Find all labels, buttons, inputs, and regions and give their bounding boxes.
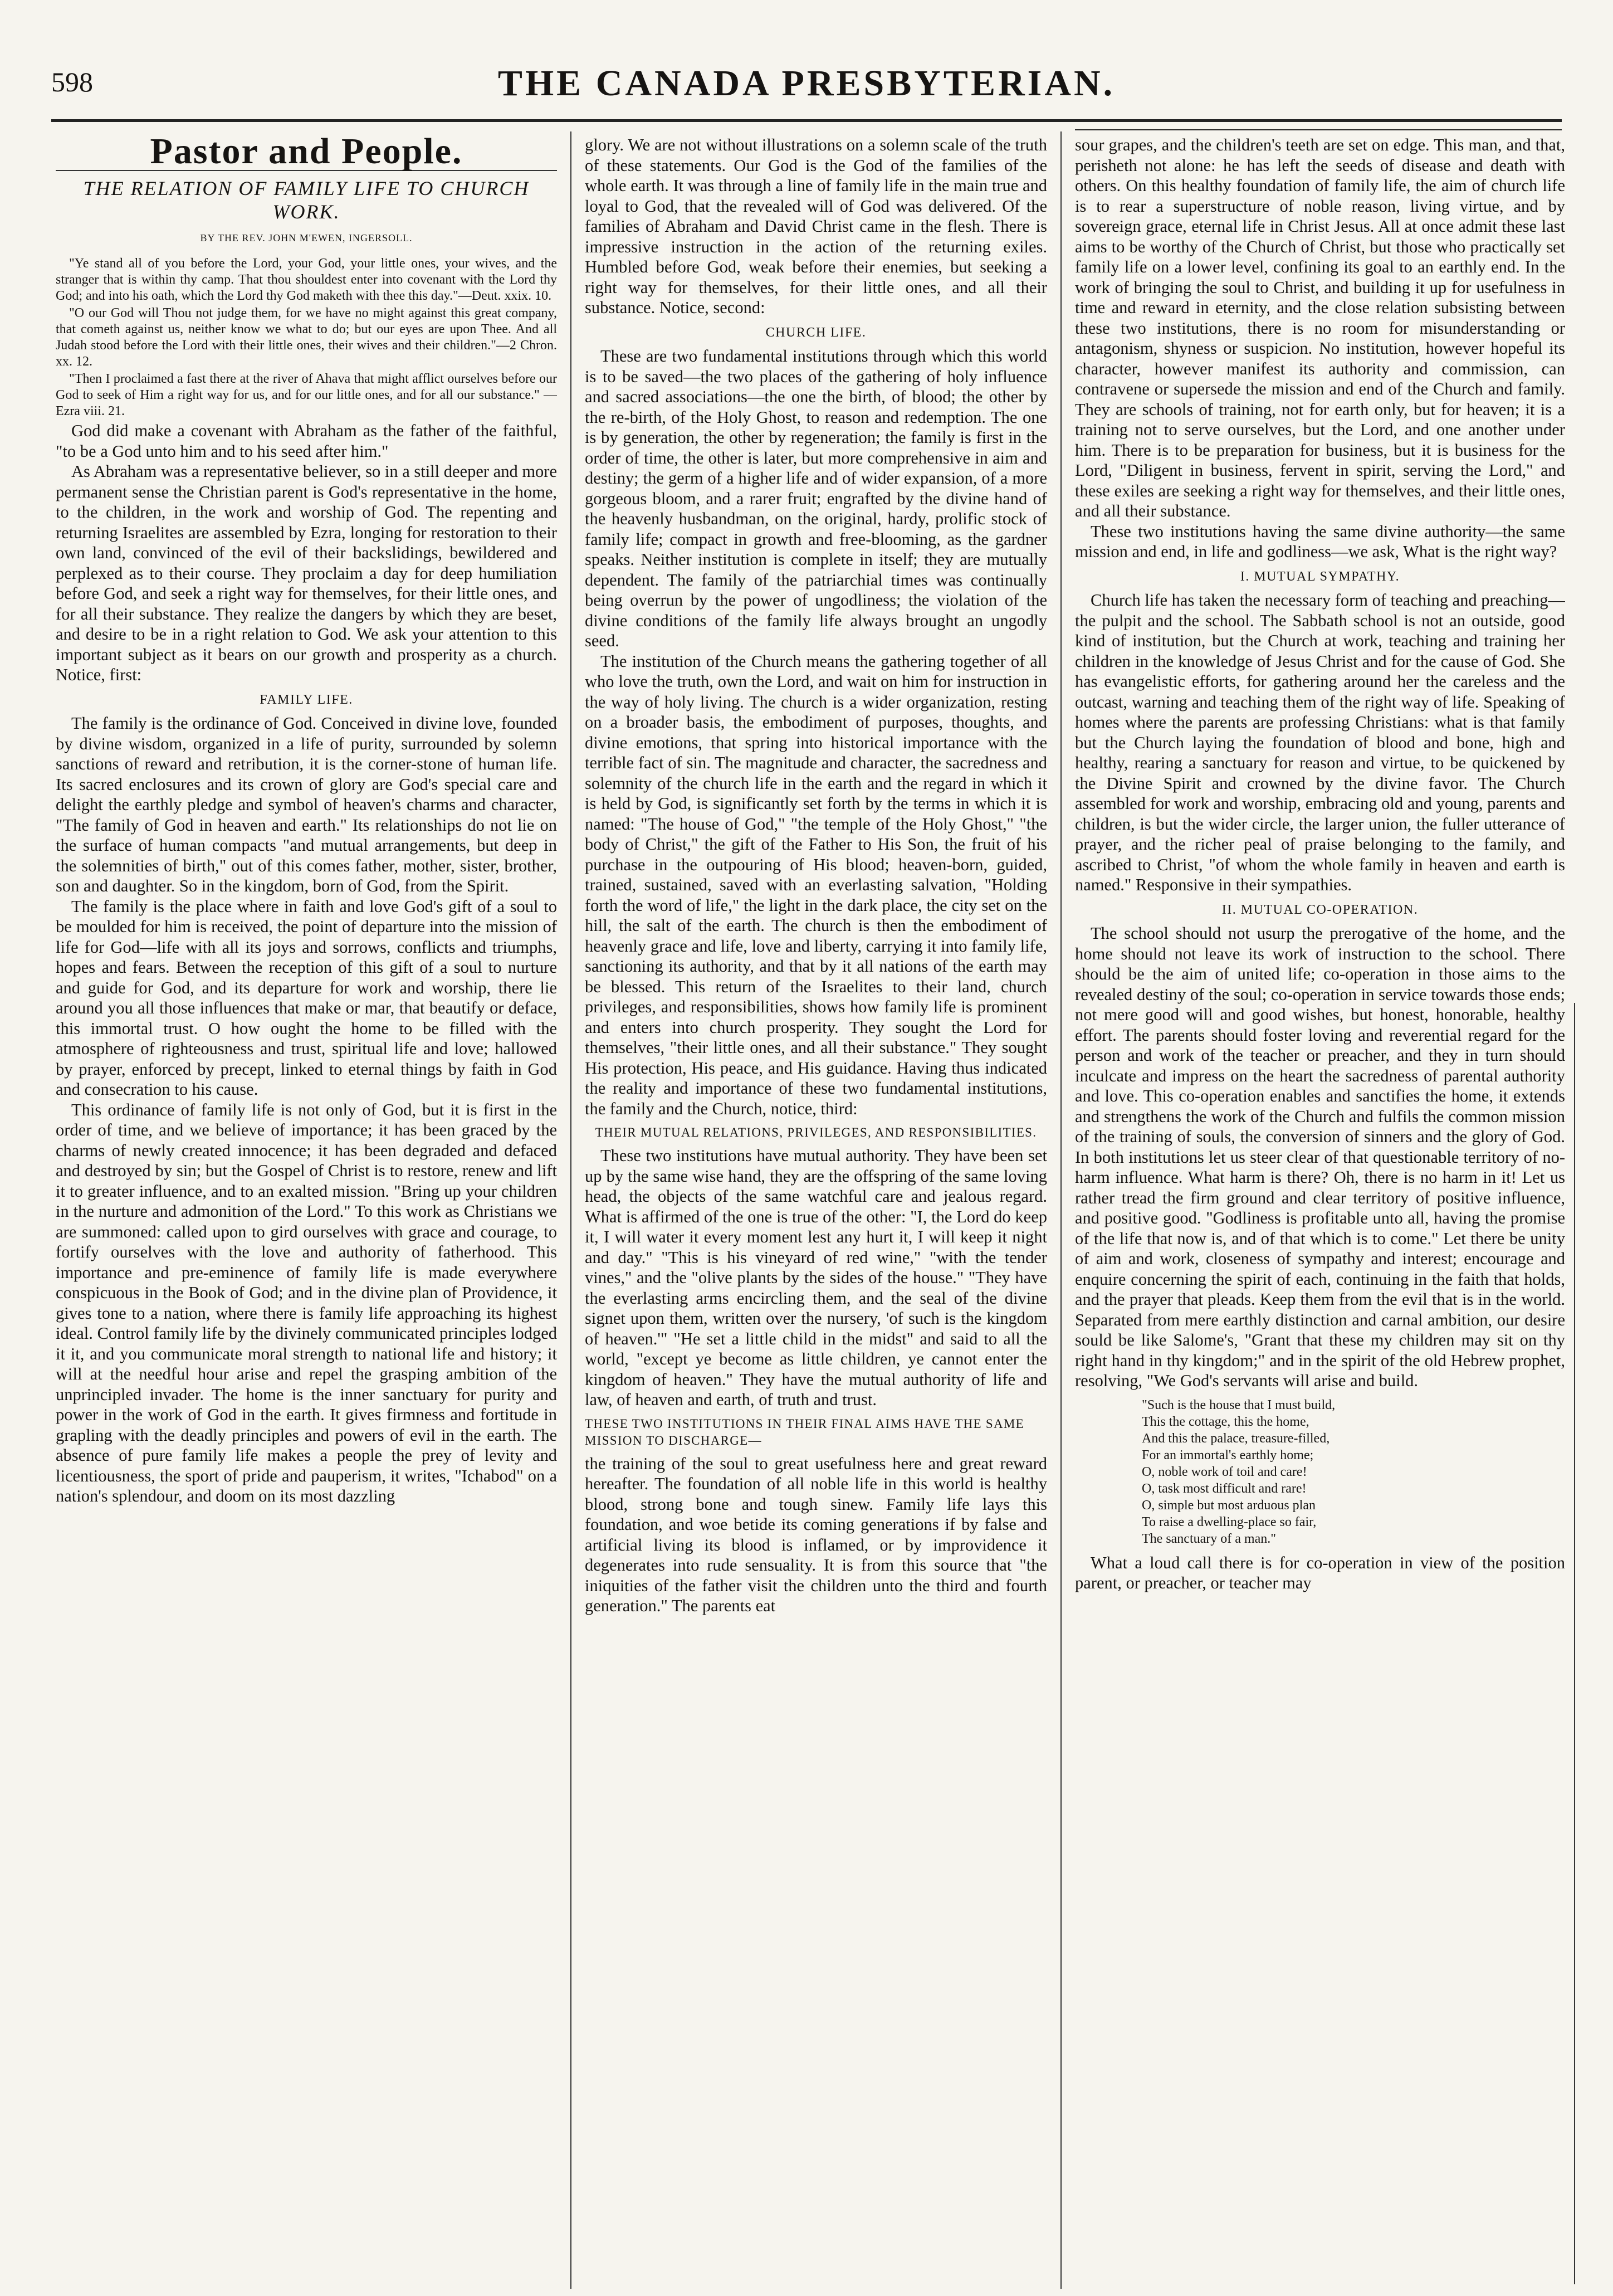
page-number: 598: [51, 66, 93, 98]
column-3: [1075, 135, 1565, 2285]
subheading-family-life: FAMILY LIFE.: [260, 692, 353, 707]
subheading-church-life: CHURCH LIFE.: [765, 325, 867, 340]
body-paragraph: glory. We are not without illustrations on a solemn scale of the truth of these statements. Our God is the God of the families of the whole earth. It was through a line of family life in the main true and loyal to God, that the revealed will of God was delivered. Of the families of Abraham and David Christ came in the flesh. There is impressive instruction in the action of the returning exiles. Humbled before God, weak before their enemies, but seeking a right way for themselves, for their little ones, and all their substance. Notice, second:: [585, 135, 1047, 317]
body-paragraph: The family is the place where in faith and love God's gift of a soul to be moulded for him is received, the point of departure into the mission of life for God—life with all its joys and sorrows, conflicts and triumphs, hopes and fears. Between the reception of this gift of a soul to nurture and guide for God, and its departure for work and worship, there lie around you all those influences that make or mar, that beautify or deface, this immortal trust. O how ought the home to be filled with the atmosphere of righteousness and trust, spiritual life and love; hallowed by prayer, enforced by precept, linked to eternal things by faith in God and consecration to his cause.: [56, 896, 557, 1099]
column-2: [585, 135, 1047, 2285]
body-paragraph: As Abraham was a representative believer, so in a still deeper and more permanent sense the Christian parent is God's representative in the home, to the children, in the work and worship of God. The repenting and returning Israelites are assembled by Ezra, longing for restoration to their own land, convinced of the evil of their backslidings, bewildered and perplexed as to their course. They proclaim a day for deep humiliation before God, and seek a right way for themselves, for their little ones, and for all their substance. They realize the dangers by which they are beset, and desire to be in a right relation to God. We ask your attention to this important subject as it bears on our growth and prosperity as a church. Notice, first:: [56, 462, 557, 684]
body-paragraph: What a loud call there is for co-operation in view of the position parent, or preacher, or teacher may: [1075, 1553, 1565, 1592]
poem-line: For an immortal's earthly home;: [1142, 1447, 1314, 1463]
body-paragraph: The family is the ordinance of God. Conceived in divine love, founded by divine wisdom, organized in a life of purity, surrounded by solemn sanctions of reward and retribution, it is the corner-stone of human life. Its sacred enclosures and its crown of glory are God's special care and delight the earthly pledge and symbol of heaven's charms and character, "The family of God in heaven and earth." Its relationships do not lie on the surface of human compacts "and mutual arrangements, but deep in the solemnities of birth," out of this comes father, mother, sister, brother, son and daughter. So in the kingdom, born of God, from the Spirit.: [56, 714, 557, 895]
body-paragraph: This ordinance of family life is not only of God, but it is first in the order of time, and we believe of importance; it has been graced by the charms of newly created innocence; it has been degraded and defaced and destroyed by sin; but the Gospel of Christ is to restore, renew and lift it to greater influence, and to an exalted mission. "Bring up your children in the nurture and admonition of the Lord." To this work as Christians we are summoned: called upon to gird ourselves with grace and courage, to fortify ourselves with the love and authority of fatherhood. This importance and pre-eminence of family life is made everywhere conspicuous in the Book of God; and in the divine plan of Providence, it gives tone to a nation, where there is family life approaching its highest ideal. Control family life by the divinely communicated principles lodged it it, and you communicate moral strength to national life and history; it will at the needful hour arise and repel the grasping ambition of the unprincipled invader. The home is the inner sanctuary for purity and power in the work of God in the earth. It gives firmness and fortitude in grapling with the deadly principles and powers of evil in the earth. The absence of pure family life makes a people the prey of levity and licentiousness, the sport of pride and pauperism, it writes, "Ichabod" on a nation's splendour, and doom on its most dazzling: [56, 1100, 557, 1505]
body-paragraph: The institution of the Church means the gathering together of all who love the truth, own the Lord, and wait on him for instruction in the way of holy living. The church is a wider organization, resting on a broader basis, the embodiment of purposes, thoughts, and divine emotions, that spring into historical importance with the terrible fact of sin. The magnitude and character, the sacredness and solemnity of the church life in the earth and the regard in which it is held by God, is significantly set forth by the terms in which it is named: "The house of God," "the temple of the Holy Ghost," "the body of Christ," the gift of the Father to His Son, the fruit of his purchase in the outpouring of His blood; heaven-born, guided, trained, sustained, saved with an everlasting salvation, "Holding forth the word of life," the light in the dark place, the city set on the hill, the salt of the earth. The church is then the embodiment of heavenly grace and life, love and liberty, carrying it into family life, sanctioning its authority, and that by it all nations of the earth may be blessed. This return of the Israelites to their land, church privileges, and responsibilities, shows how family life is prominent and enters into church prosperity. They sought the Lord for themselves, "their little ones, and all their substance." They sought His protection, His peace, and His guidance. Having thus indicated the reality and importance of these two fundamental institutions, the family and the Church, notice, third:: [585, 651, 1047, 1118]
masthead: THE CANADA PRESBYTERIAN.: [497, 63, 1116, 104]
body-paragraph: Church life has taken the necessary form of teaching and preaching—the pulpit and the school. The Sabbath school is not an outside, good kind of institution, but the Church at work, teaching and training her children in the knowledge of Jesus Christ and for the cause of God. She has evangelistic efforts, for gathering around her the careless and the outcast, warning and teaching them of the right way of life. Speaking of homes where the parents are professing Christians: what is that family but the Church laying the foundation of blood and bone, high and healthy, rearing a sanctuary for reason and virtue, to be quickened by the Divine Spirit and crowned by the divine favor. The Church assembled for work and worship, embracing old and young, parents and children, is but the wider circle, the larger union, the fuller utterance of prayer, and the richer peal of praise belonging to the family, and ascribed to Christ, "of whom the whole family in heaven and earth is named." Responsive in their sympathies.: [1075, 591, 1565, 894]
body-paragraph: sour grapes, and the children's teeth are set on edge. This man, and that, perisheth not alone: he has left the seeds of disease and death with others. On this healthy foundation of family life, the aim of church life is to rear a superstructure of noble reason, living virtue, and by sovereign grace, eternal life in Christ Jesus. All at once admit these last aims to be worthy of the Church of Christ, but those who practically set family life on a lower level, confining its goal to an earthly end. In the work of bringing the soul to Christ, and building it up for usefulness in time and reward in eternity, and the close relation subsisting between these two institutions, there is no room for misunderstanding or antagonism, shyness or suspicion. No institution, however hopeful its character, however manifest its authority and commission, can contravene or supersede the mission and end of the Church and family. They are schools of training, not for earth only, but for heaven; it is a training not to serve ourselves, but the Lord, and one another under him. There is to be preparation for business, but it is business for the Lord, "Diligent in business, fervent in spirit, serving the Lord," and these exiles are seeking a right way for themselves, and their little ones, and all their substance.: [1075, 135, 1565, 520]
body-paragraph: the training of the soul to great usefulness here and great reward hereafter. The foundation of all noble life in this world is healthy blood, strong bone and tough sinew. Family life lays this foundation, and woe betide its coming generations if by false and artificial living its blood is inflamed, or by improvidence it degenerates into rude sensuality. It is from this source that "the iniquities of the father visit the children unto the third and fourth generation." The parents eat: [585, 1454, 1047, 1615]
article-byline: BY THE REV. JOHN M'EWEN, INGERSOLL.: [200, 232, 413, 243]
header-rule-short: [1075, 129, 1562, 130]
article-title: THE RELATION OF FAMILY LIFE TO CHURCH WORK.: [83, 177, 530, 223]
body-paragraph: These two institutions having the same divine authority—the same mission and end, in life and godliness—we ask, What is the right way?: [1075, 521, 1565, 561]
header-rule: [51, 119, 1562, 122]
column-divider: [1060, 131, 1062, 2289]
column-divider-right: [1574, 1003, 1575, 2284]
poem: [1142, 1397, 1565, 1547]
subheading-mutual-sympathy: I. MUTUAL SYMPATHY.: [1240, 569, 1400, 584]
epigraph: "Then I proclaimed a fast there at the river of Ahava that might afflict ourselves before our God to seek of Him a right way for us, and for our little ones, and for all our substance." —Ezra viii. 21.: [56, 372, 557, 418]
epigraph: "Ye stand all of you before the Lord, your God, your little ones, your wives, and the stranger that is within thy camp. That thou shouldest enter into covenant with the Lord thy God; and into his oath, which the Lord thy God maketh with thee this day."—Deut. xxix. 10.: [56, 256, 557, 303]
column-divider: [570, 131, 571, 2289]
poem-line: The sanctuary of a man.": [1142, 1531, 1277, 1546]
poem-line: And this the palace, treasure-filled,: [1142, 1431, 1330, 1446]
subheading-same-mission: THESE TWO INSTITUTIONS IN THEIR FINAL AIMS HAVE THE SAME MISSION TO DISCHARGE—: [585, 1416, 1024, 1447]
poem-line: "Such is the house that I must build,: [1142, 1397, 1336, 1412]
body-paragraph: God did make a covenant with Abraham as the father of the faithful, "to be a God unto him and to his seed after him.": [56, 421, 557, 461]
poem-line: This the cottage, this the home,: [1142, 1414, 1309, 1429]
body-paragraph: The school should not usurp the prerogative of the home, and the home should not leave its work of instruction to the school. There should be the aim of united life; co-operation in those aims to the revealed destiny of the soul; co-operation in service towards those ends; not mere good will and good wishes, but honest, honorable, healthy effort. The parents should foster loving and reverential regard for the person and work of the teacher or preacher, and they in turn should inculcate and impress on the heart the sacredness of parental authority and love. This co-operation enables and sanctifies the home, it extends and strengthens the work of the Church and fulfils the common mission of the training of souls, the conversion of sinners and the glory of God. In both institutions let us steer clear of that questionable territory of no-harm influence. What harm is there? Oh, there is no harm in it! Let us rather tread the firm ground and clear territory of positive influence, and positive good. "Godliness is profitable unto all, having the promise of the life that now is, and of that which is to come." Let there be unity of aim and work, closeness of sympathy and interest; encourage and enquire concerning the spirit of each, continuing in the faith that holds, and the prayer that pleads. Keep them from the evil that is in the world. Separated from mere earthly distinction and carnal ambition, our desire sould be like Salome's, "Grant that these my children may sit on thy right hand in thy kingdom;" and in the spirit of the old Hebrew prophet, resolving, "We God's servants will arise and build.: [1075, 924, 1565, 1390]
epigraph: "O our God will Thou not judge them, for we have no might against this great company, that cometh against us, neither know we what to do; but our eyes are upon Thee. And all Judah stood before the Lord with their little ones, their wives and their children."—2 Chron. xx. 12.: [56, 306, 557, 369]
subheading-mutual-cooperation: II. MUTUAL CO-OPERATION.: [1221, 902, 1419, 917]
poem-line: O, noble work of toil and care!: [1142, 1464, 1307, 1479]
poem-line: To raise a dwelling-place so fair,: [1142, 1514, 1317, 1529]
poem-line: O, task most difficult and rare!: [1142, 1481, 1307, 1496]
body-paragraph: These are two fundamental institutions through which this world is to be saved—the two places of the gathering of holy influence and sacred associations—the one the birth, of blood; the other by the re-birth, of the Holy Ghost, to reason and redemption. The one is by generation, the other by regeneration; the family is first in the order of time, the other is later, but more comprehensive in aim and destiny; the germ of a higher life and of wider expansion, of a more gorgeous bloom, and a rarer fruit; engrafted by the divine hand of the heavenly husbandman, on the original, hardy, prolific stock of family life; compact in growth and free-blooming, as the gardner speaks. Neither institution is complete in itself; they are mutually dependent. The family of the patriarchial times was continually being overrun by the power of ungodliness; the violation of the divine conditions of the family life always brought an ungodly seed.: [585, 347, 1047, 650]
column-1: [56, 135, 557, 2285]
section-heading: Pastor and People.: [150, 135, 463, 172]
subheading-mutual-relations: THEIR MUTUAL RELATIONS, PRIVILEGES, AND RESPONSIBILITIES.: [595, 1125, 1037, 1139]
poem-line: O, simple but most arduous plan: [1142, 1498, 1316, 1513]
body-paragraph: These two institutions have mutual authority. They have been set up by the same wise hand, they are the offspring of the same loving head, the objects of the same watchful care and jealous regard. What is affirmed of the one is true of the other: "I, the Lord do keep it, I will water it every moment lest any hurt it, I will keep it night and day." "This is his vineyard of red wine," "with the tender vines," and the "olive plants by the sides of the house." "They have the everlasting arms encircling them, and the seal of the divine signet upon them, written over the nursery, 'of such is the kingdom of heaven.'" "He set a little child in the midst" and said to all the world, "except ye become as little children, ye cannot enter the kingdom of heaven." They have the mutual authority of life and law, of heaven and earth, of truth and trust.: [585, 1146, 1047, 1409]
